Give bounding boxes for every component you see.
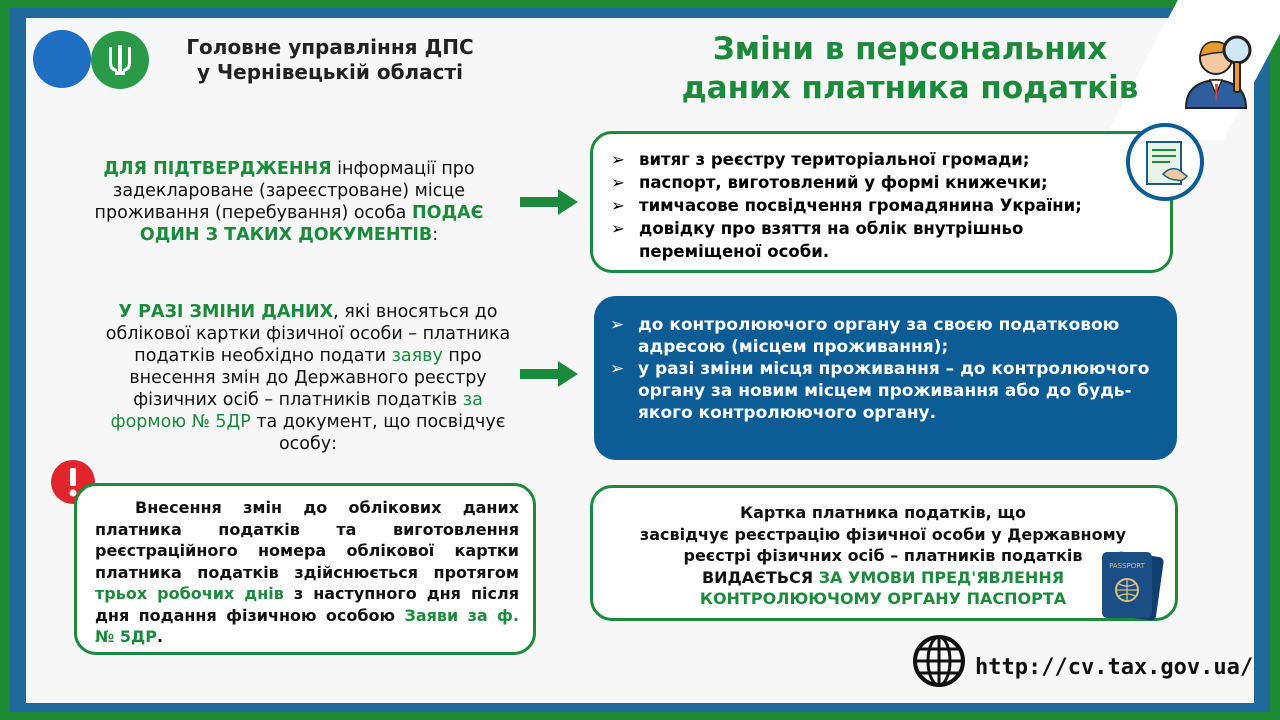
list-item: ➢ тимчасове посвідчення громадянина України; xyxy=(611,196,1082,215)
section2-text-1: , які вносяться до облікової картки фізичної особи – платника податків необхідно подати xyxy=(105,302,511,366)
org-line-1: Головне управління ДПС xyxy=(186,35,474,59)
list-item: ➢ витяг з реєстру територіальної громади; xyxy=(611,150,1030,169)
logo-circle-blue xyxy=(33,30,91,88)
trident-emblem-icon xyxy=(91,31,149,89)
bullet-arrow-icon: ➢ xyxy=(611,219,625,238)
arrow-right-1 xyxy=(520,189,578,215)
section2-highlight-form: за формою № 5ДР xyxy=(110,390,483,432)
section2-highlight-application: заяву xyxy=(391,346,443,366)
list-item: ➢ довідку про взяття на облік внутрішньо переміщеної особи. xyxy=(611,219,1024,261)
passport-icon xyxy=(1098,548,1164,622)
card-highlight-condition: ЗА УМОВИ ПРЕД'ЯВЛЕННЯ xyxy=(813,567,1065,587)
submission-places-box xyxy=(594,296,1177,460)
processing-notice-text: Внесення змін до облікових даних платника податків та виготовлення реєстраційного номера облікової картки платника податків здійснюється протягом трьох робочих днів з наступного дня після дня подання фізичною особою Заяви за ф. № 5ДР. xyxy=(95,498,519,646)
notice-highlight-days: трьох робочих днів xyxy=(95,584,284,603)
bullet-arrow-icon: ➢ xyxy=(611,196,625,215)
section2-highlight-change: У РАЗІ ЗМІНИ ДАНИХ xyxy=(118,302,334,322)
section2-text-2: про внесення змін до Державного реєстру фізичних осіб – платників податків xyxy=(129,346,487,410)
notice-highlight-form: Заяви за ф. № 5ДР xyxy=(95,605,519,646)
section1-highlight-confirm: ДЛЯ ПІДТВЕРДЖЕННЯ xyxy=(103,159,332,179)
document-handshake-icon xyxy=(1125,122,1205,202)
taxpayer-card-box xyxy=(590,485,1178,621)
bullet-arrow-icon: ➢ xyxy=(610,315,625,335)
globe-icon xyxy=(912,634,966,688)
list-item: ➢ у разі зміни місця проживання – до контролюючого органу за новим місцем проживання або до будь-якого контролюючого органу. xyxy=(610,359,1150,423)
documents-list-box xyxy=(590,131,1173,273)
bullet-arrow-icon: ➢ xyxy=(611,150,625,169)
org-line-2: у Чернівецькій області xyxy=(197,60,463,84)
processing-notice-box xyxy=(74,483,536,655)
section1-highlight-submit: ПОДАЄ ОДИН З ТАКИХ ДОКУМЕНТІВ xyxy=(139,203,484,245)
bullet-arrow-icon: ➢ xyxy=(611,173,625,192)
taxpayer-card-text: Картка платника податків, що засвідчує реєстрацію фізичної особи у Державному реєстрі фізичних осіб – платників податків ВИДАЄТЬСЯ ЗА УМОВИ ПРЕД'ЯВЛЕННЯ КОНТРОЛЮЮЧОМУ ОРГАНУ ПАСПОРТА xyxy=(603,502,1163,610)
documents-list xyxy=(601,148,1141,263)
section2-description xyxy=(98,301,518,455)
section2-text-3: та документ, що посвідчує особу: xyxy=(250,412,506,454)
title-line-2: даних платника податків xyxy=(681,70,1139,106)
arrow-right-2 xyxy=(520,361,578,387)
list-item: ➢ паспорт, виготовлений у формі книжечки; xyxy=(611,173,1048,192)
section1-text-2: : xyxy=(432,225,439,245)
person-magnifier-icon xyxy=(1180,26,1260,110)
page-title xyxy=(645,30,1175,108)
section1-text-1: інформації про задекларованe (зареєстроване) місце проживання (перебування) особа xyxy=(94,159,475,223)
section1-description xyxy=(88,158,490,246)
passport-word: PASSPORT xyxy=(1109,562,1145,570)
card-highlight-passport: КОНТРОЛЮЮЧОМУ ОРГАНУ ПАСПОРТА xyxy=(699,589,1067,608)
card-bold-issued: ВИДАЄТЬСЯ xyxy=(701,567,814,587)
title-line-1: Зміни в персональних xyxy=(712,31,1108,67)
website-link[interactable]: http://cv.tax.gov.ua/ xyxy=(975,655,1254,680)
list-item: ➢ до контролюючого органу за своєю податковою адресою (місцем проживання); xyxy=(610,315,1120,357)
organization-name xyxy=(160,35,500,85)
submission-places-list xyxy=(600,314,1150,424)
bullet-arrow-icon: ➢ xyxy=(610,359,625,379)
